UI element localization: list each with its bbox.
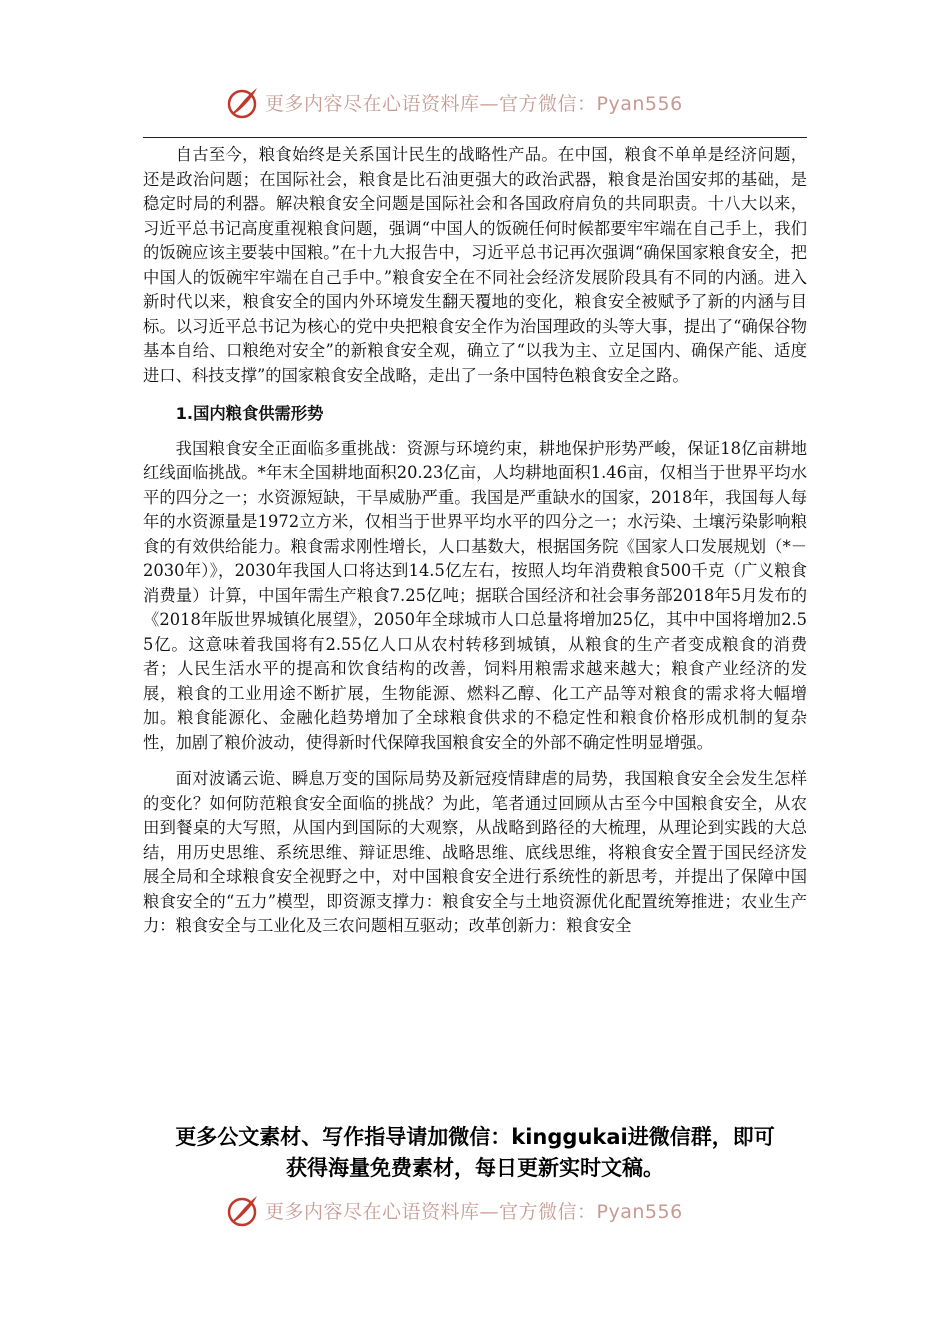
paragraph-challenges: 面对波谲云诡、瞬息万变的国际局势及新冠疫情肆虐的局势，我国粮食安全会发生怎样的变化？如何防范粮食安全面临的挑战？为此，笔者通过回顾从古至今中国粮食安全，从农田到餐桌的大写照，从国内到国际的大观察，从战略到路径的大梳理，从理论到实践的大总结，用历史思维、系统思维、辩证思维、战略思维、底线思维，将粮食安全置于国民经济发展全局和全球粮食安全视野之中，对中国粮食安全进行系统性的新思考，并提出了保障中国粮食安全的“五力”模型，即资源支撑力：粮食安全与土地资源优化配置统筹推进；农业生产力：粮食安全与工业化及三农问题相互驱动；改革创新力：粮食安全 [143,769,807,935]
quill-logo-icon [225,84,261,120]
banner-text: 更多内容尽在心语资料库—官方微信：Pyan556 [265,92,683,115]
header-banner [225,82,683,122]
article-body [143,143,807,939]
footer-banner [225,1190,683,1230]
promo-notice [143,1122,807,1184]
paragraph-supply-demand: 我国粮食安全正面临多重挑战：资源与环境约束，耕地保护形势严峻，保证18亿亩耕地红线面临挑战。*年末全国耕地面积20.23亿亩，人均耕地面积1.46亩，仅相当于世界平均水平的四分之一；水资源短缺，干旱威胁严重。我国是严重缺水的国家，2018年，我国每人每年的水资源量是1972立方米，仅相当于世界平均水平的四分之一；水污染、土壤污染影响粮食的有效供给能力。粮食需求刚性增长，人口基数大，根据国务院《国家人口发展规划（*－2030年）》，2030年我国人口将达到14.5亿左右，按照人均年消费粮食500千克（广义粮食消费量）计算，中国年需生产粮食7.25亿吨；据联合国经济和社会事务部2018年5月发布的《2018年版世界城镇化展望》，2050年全球城市人口总量将增加25亿，其中中国将增加2.55亿。这意味着我国将有2.55亿人口从农村转移到城镇，从粮食的生产者变成粮食的消费者；人民生活水平的提高和饮食结构的改善，饲料用粮需求越来越大；粮食产业经济的发展，粮食的工业用途不断扩展，生物能源、燃料乙醇、化工产品等对粮食的需求将大幅增加。粮食能源化、金融化趋势增加了全球粮食供求的不稳定性和粮食价格形成机制的复杂性，加剧了粮价波动，使得新时代保障我国粮食安全的外部不确定性明显增强。 [143,438,807,752]
promo-line-1: 更多公文素材、写作指导请加微信：kinggukai进微信群，即可 [175,1125,775,1149]
banner-text: 更多内容尽在心语资料库—官方微信：Pyan556 [265,1200,683,1223]
promo-line-2: 获得海量免费素材，每日更新实时文稿。 [286,1156,664,1180]
paragraph-intro: 自古至今，粮食始终是关系国计民生的战略性产品。在中国，粮食不单单是经济问题，还是政治问题；在国际社会，粮食是比石油更强大的政治武器，粮食是治国安邦的基础，是稳定时局的利器。解决粮食安全问题是国际社会和各国政府肩负的共同职责。十八大以来，习近平总书记高度重视粮食问题，强调“中国人的饭碗任何时候都要牢牢端在自己手上，我们的饭碗应该主要装中国粮。”在十九大报告中，习近平总书记再次强调“确保国家粮食安全，把中国人的饭碗牢牢端在自己手中。”粮食安全在不同社会经济发展阶段具有不同的内涵。进入新时代以来，粮食安全的国内外环境发生翻天覆地的变化，粮食安全被赋予了新的内涵与目标。以习近平总书记为核心的党中央把粮食安全作为治国理政的头等大事，提出了“确保谷物基本自给、口粮绝对安全”的新粮食安全观，确立了“以我为主、立足国内、确保产能、适度进口、科技支撑”的国家粮食安全战略，走出了一条中国特色粮食安全之路。 [143,145,807,385]
wechat-id: Pyan556 [596,1200,683,1223]
quill-logo-icon [225,1192,261,1228]
wechat-id: Pyan556 [596,92,683,115]
section-heading: 1.国内粮食供需形势 [175,404,324,423]
header-rule [143,137,807,138]
